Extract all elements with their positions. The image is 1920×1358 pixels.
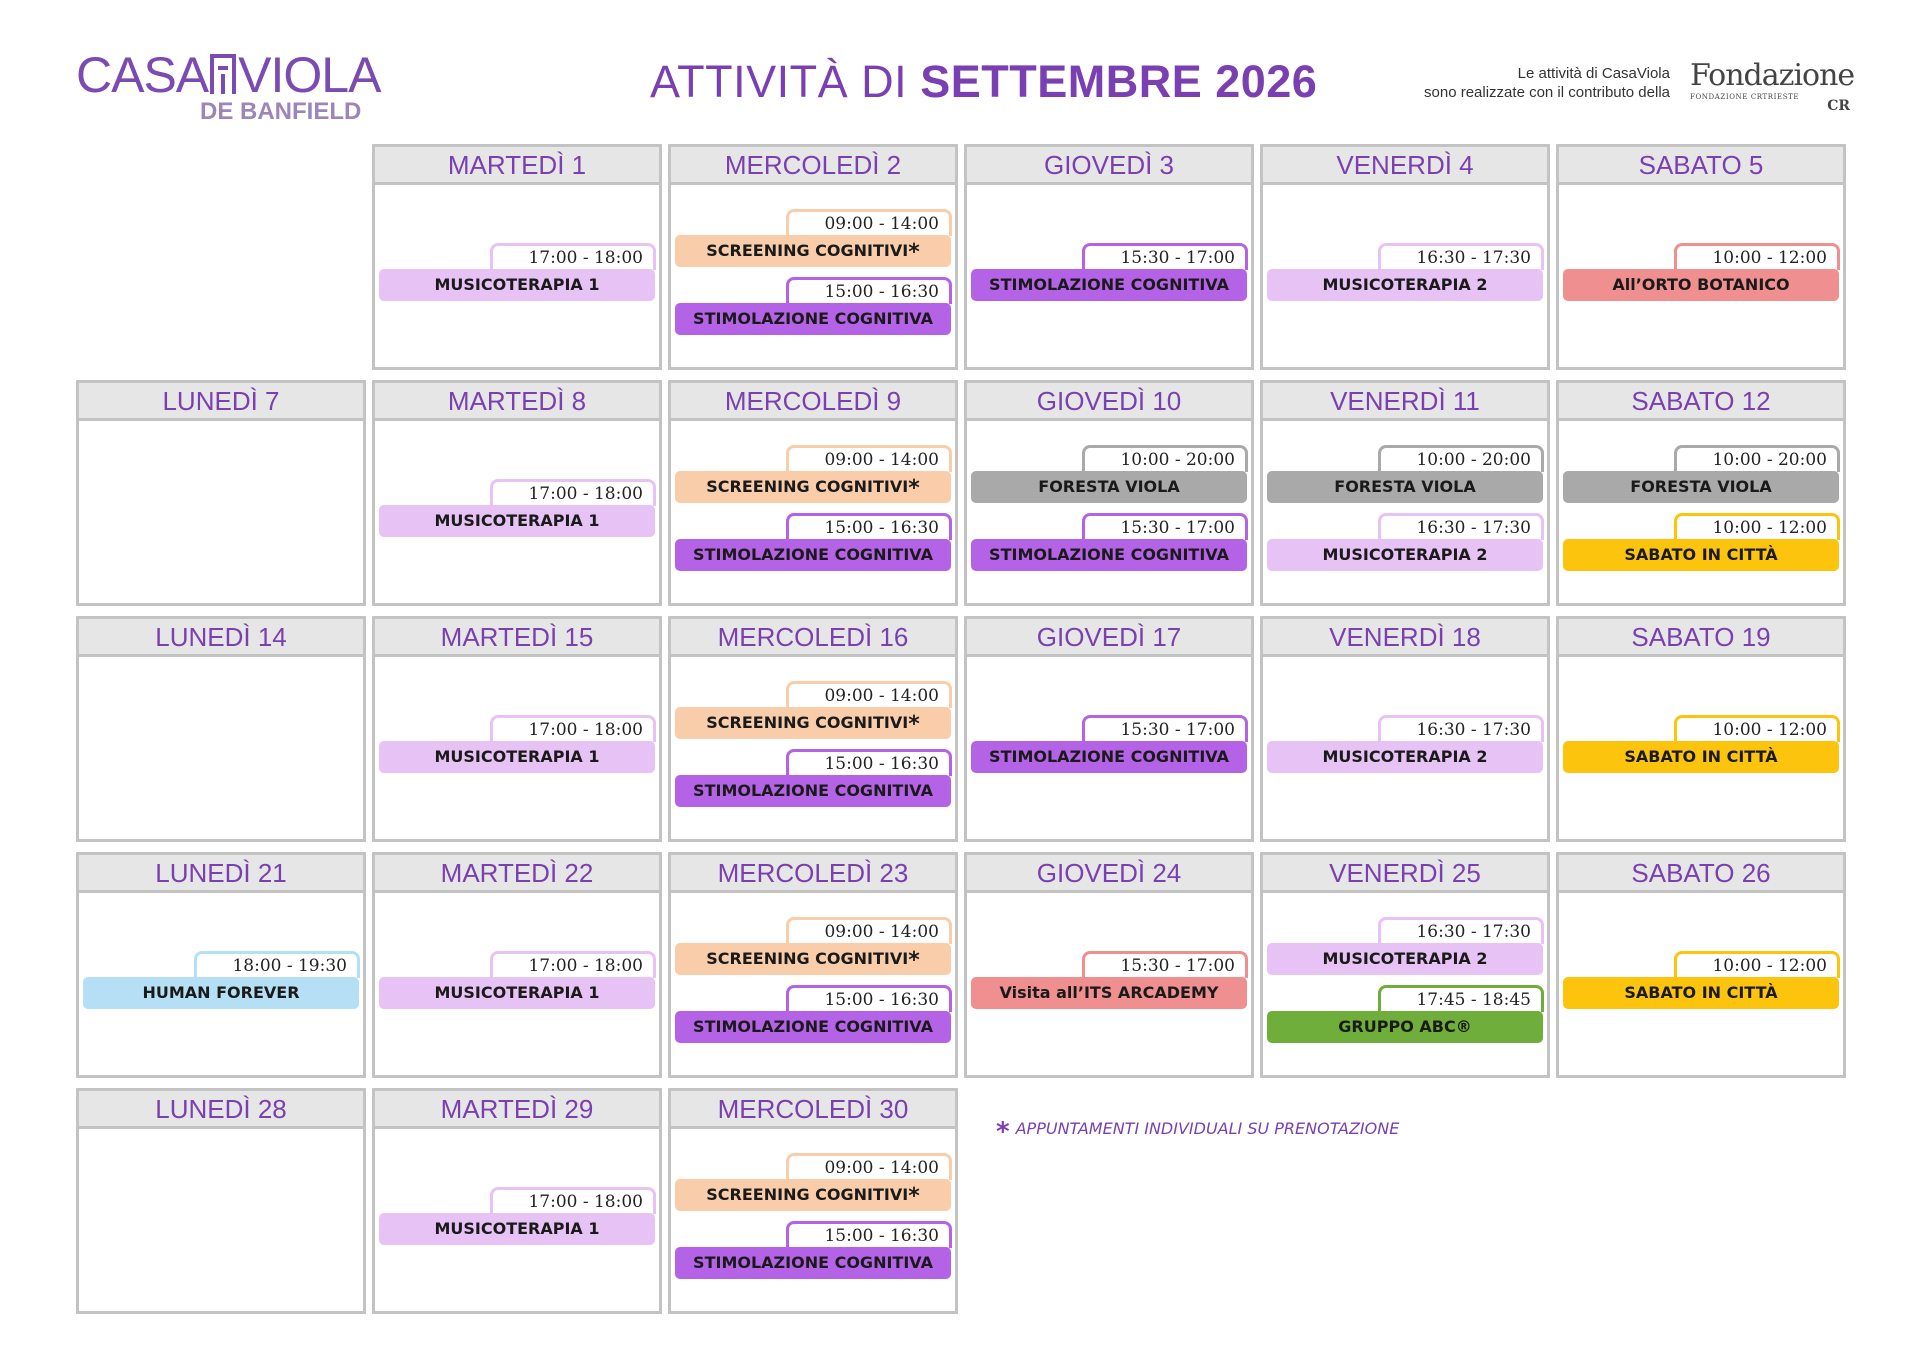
day-label: MERCOLEDÌ 30 — [671, 1091, 955, 1129]
event-time: 15:30 - 17:00 — [1082, 513, 1248, 540]
day-cell — [1556, 380, 1846, 606]
day-cell — [668, 852, 958, 1078]
casaviola-logo — [76, 47, 381, 125]
event-time: 15:00 - 16:30 — [786, 277, 952, 304]
event-its — [971, 977, 1247, 1009]
title-month: SETTEMBRE 2026 — [920, 56, 1318, 107]
sponsor-name: Fondazione — [1690, 58, 1855, 93]
event-time: 10:00 - 20:00 — [1082, 445, 1248, 472]
day-events — [375, 657, 659, 839]
event-time: 15:30 - 17:00 — [1082, 951, 1248, 978]
day-cell — [1260, 852, 1550, 1078]
event-name: MUSICOTERAPIA 2 — [1322, 949, 1488, 968]
day-label: VENERDÌ 11 — [1263, 383, 1547, 421]
day-label: SABATO 5 — [1559, 147, 1843, 185]
event-musicoterapia — [1267, 943, 1543, 975]
day-events — [967, 893, 1251, 1075]
booking-note-text: APPUNTAMENTI INDIVIDUALI SU PRENOTAZIONE — [1015, 1119, 1400, 1138]
credit-line-2: sono realizzate con il contributo della — [1424, 84, 1670, 101]
day-events — [967, 185, 1251, 367]
event-screening — [675, 471, 951, 503]
event-name: MUSICOTERAPIA 2 — [1322, 275, 1488, 294]
day-label: GIOVEDÌ 10 — [967, 383, 1251, 421]
event-name: FORESTA VIOLA — [1630, 477, 1772, 496]
event-name: SCREENING COGNITIVI — [706, 477, 909, 496]
day-cell — [668, 616, 958, 842]
day-label: LUNEDÌ 28 — [79, 1091, 363, 1129]
event-sabato-citta — [1563, 539, 1839, 571]
event-time: 16:30 - 17:30 — [1378, 917, 1544, 944]
event-time: 15:00 - 16:30 — [786, 985, 952, 1012]
event-musicoterapia — [1267, 269, 1543, 301]
event-name: STIMOLAZIONE COGNITIVA — [693, 309, 933, 328]
event-time: 17:00 - 18:00 — [490, 715, 656, 742]
event-name: STIMOLAZIONE COGNITIVA — [693, 545, 933, 564]
event-stimolazione — [675, 1247, 951, 1279]
event-screening — [675, 1179, 951, 1211]
day-events — [375, 421, 659, 603]
event-human-forever — [83, 977, 359, 1009]
day-events — [79, 421, 363, 603]
day-cell — [372, 380, 662, 606]
event-time: 10:00 - 20:00 — [1674, 445, 1840, 472]
event-name: SABATO IN CITTÀ — [1624, 983, 1778, 1002]
event-musicoterapia — [379, 269, 655, 301]
event-time: 10:00 - 12:00 — [1674, 513, 1840, 540]
event-orto — [1563, 269, 1839, 301]
day-events — [79, 893, 363, 1075]
event-name: MUSICOTERAPIA 1 — [434, 747, 600, 766]
booking-note — [996, 1117, 1399, 1147]
asterisk-icon: * — [908, 240, 920, 265]
day-cell — [964, 380, 1254, 606]
event-name: MUSICOTERAPIA 2 — [1322, 545, 1488, 564]
event-name: MUSICOTERAPIA 1 — [434, 275, 600, 294]
day-cell — [1260, 616, 1550, 842]
event-stimolazione — [675, 303, 951, 335]
day-events — [1263, 657, 1547, 839]
asterisk-icon: * — [908, 476, 920, 501]
day-cell — [1556, 616, 1846, 842]
event-time: 15:00 - 16:30 — [786, 749, 952, 776]
event-name: SCREENING COGNITIVI — [706, 713, 909, 732]
event-stimolazione — [971, 269, 1247, 301]
day-label: MARTEDÌ 8 — [375, 383, 659, 421]
event-time: 09:00 - 14:00 — [786, 209, 952, 236]
event-name: MUSICOTERAPIA 1 — [434, 511, 600, 530]
event-screening — [675, 235, 951, 267]
event-musicoterapia — [379, 1213, 655, 1245]
day-label: VENERDÌ 25 — [1263, 855, 1547, 893]
day-events — [967, 657, 1251, 839]
event-screening — [675, 707, 951, 739]
day-label: LUNEDÌ 14 — [79, 619, 363, 657]
event-time: 10:00 - 12:00 — [1674, 951, 1840, 978]
day-label: MARTEDÌ 15 — [375, 619, 659, 657]
event-gruppo-abc — [1267, 1011, 1543, 1043]
event-stimolazione — [971, 539, 1247, 571]
event-name: STIMOLAZIONE COGNITIVA — [693, 1017, 933, 1036]
credit-line-1: Le attività di CasaViola — [1517, 65, 1670, 82]
event-musicoterapia — [379, 977, 655, 1009]
event-name: SCREENING COGNITIVI — [706, 241, 909, 260]
day-label: MARTEDÌ 1 — [375, 147, 659, 185]
asterisk-icon: * — [908, 1184, 920, 1209]
logo-text-right: VIOLA — [238, 47, 381, 103]
day-events — [1559, 421, 1843, 603]
sponsor-mark: CR — [1827, 98, 1850, 114]
day-label: MERCOLEDÌ 9 — [671, 383, 955, 421]
day-label: MERCOLEDÌ 16 — [671, 619, 955, 657]
event-stimolazione — [675, 539, 951, 571]
day-label: MERCOLEDÌ 2 — [671, 147, 955, 185]
title-prefix: ATTIVITÀ DI — [650, 56, 921, 107]
event-sabato-citta — [1563, 741, 1839, 773]
asterisk-icon: * — [996, 1117, 1010, 1147]
event-time: 10:00 - 12:00 — [1674, 243, 1840, 270]
day-label: LUNEDÌ 7 — [79, 383, 363, 421]
day-cell — [76, 852, 366, 1078]
logo-text-left: CASA — [76, 47, 209, 103]
event-name: Visita all’ITS ARCADEMY — [999, 983, 1219, 1002]
day-label: VENERDÌ 4 — [1263, 147, 1547, 185]
house-icon — [210, 54, 236, 94]
event-foresta — [971, 471, 1247, 503]
day-events — [79, 1129, 363, 1311]
day-events — [967, 421, 1251, 603]
event-time: 09:00 - 14:00 — [786, 681, 952, 708]
event-time: 10:00 - 20:00 — [1378, 445, 1544, 472]
day-label: SABATO 19 — [1559, 619, 1843, 657]
day-cell — [668, 144, 958, 370]
event-name: SCREENING COGNITIVI — [706, 1185, 909, 1204]
asterisk-icon: * — [908, 948, 920, 973]
event-time: 18:00 - 19:30 — [194, 951, 360, 978]
event-stimolazione — [971, 741, 1247, 773]
sponsor-subtitle: FONDAZIONE CRTRIESTE — [1690, 93, 1800, 101]
event-name: HUMAN FOREVER — [142, 983, 300, 1002]
event-time: 15:00 - 16:30 — [786, 1221, 952, 1248]
day-label: SABATO 26 — [1559, 855, 1843, 893]
event-name: STIMOLAZIONE COGNITIVA — [989, 275, 1229, 294]
event-time: 17:00 - 18:00 — [490, 1187, 656, 1214]
event-stimolazione — [675, 775, 951, 807]
day-events — [375, 893, 659, 1075]
day-cell — [964, 144, 1254, 370]
day-cell — [1556, 144, 1846, 370]
event-name: SABATO IN CITTÀ — [1624, 545, 1778, 564]
event-foresta — [1267, 471, 1543, 503]
event-sabato-citta — [1563, 977, 1839, 1009]
day-events — [79, 657, 363, 839]
event-musicoterapia — [1267, 741, 1543, 773]
event-foresta — [1563, 471, 1839, 503]
day-events — [1559, 185, 1843, 367]
event-time: 16:30 - 17:30 — [1378, 243, 1544, 270]
day-events — [671, 185, 955, 367]
fondazione-logo — [1690, 58, 1855, 118]
day-cell — [76, 616, 366, 842]
event-name: MUSICOTERAPIA 2 — [1322, 747, 1488, 766]
event-stimolazione — [675, 1011, 951, 1043]
logo-subtitle: DE BANFIELD — [200, 98, 362, 125]
credit-text — [1424, 64, 1670, 102]
day-cell — [1260, 144, 1550, 370]
day-cell — [372, 1088, 662, 1314]
day-events — [671, 421, 955, 603]
day-label: GIOVEDÌ 17 — [967, 619, 1251, 657]
day-cell — [372, 616, 662, 842]
event-time: 16:30 - 17:30 — [1378, 715, 1544, 742]
event-musicoterapia — [379, 505, 655, 537]
event-time: 16:30 - 17:30 — [1378, 513, 1544, 540]
day-label: SABATO 12 — [1559, 383, 1843, 421]
day-cell — [964, 616, 1254, 842]
day-label: MARTEDÌ 22 — [375, 855, 659, 893]
event-name: GRUPPO ABC® — [1338, 1017, 1472, 1036]
day-cell — [372, 144, 662, 370]
day-events — [1263, 893, 1547, 1075]
event-name: STIMOLAZIONE COGNITIVA — [693, 781, 933, 800]
event-time: 09:00 - 14:00 — [786, 917, 952, 944]
event-name: SABATO IN CITTÀ — [1624, 747, 1778, 766]
day-events — [671, 657, 955, 839]
event-name: STIMOLAZIONE COGNITIVA — [693, 1253, 933, 1272]
event-time: 17:00 - 18:00 — [490, 951, 656, 978]
day-events — [1263, 421, 1547, 603]
event-name: STIMOLAZIONE COGNITIVA — [989, 545, 1229, 564]
event-name: All’ORTO BOTANICO — [1612, 275, 1790, 294]
day-cell — [76, 1088, 366, 1314]
event-time: 15:00 - 16:30 — [786, 513, 952, 540]
day-events — [671, 893, 955, 1075]
day-cell — [964, 852, 1254, 1078]
event-name: FORESTA VIOLA — [1038, 477, 1180, 496]
day-cell — [372, 852, 662, 1078]
event-time: 10:00 - 12:00 — [1674, 715, 1840, 742]
day-cell — [668, 1088, 958, 1314]
asterisk-icon: * — [908, 712, 920, 737]
event-time: 15:30 - 17:00 — [1082, 715, 1248, 742]
day-label: GIOVEDÌ 3 — [967, 147, 1251, 185]
event-screening — [675, 943, 951, 975]
day-cell — [1556, 852, 1846, 1078]
day-events — [1559, 893, 1843, 1075]
day-events — [375, 185, 659, 367]
day-label: GIOVEDÌ 24 — [967, 855, 1251, 893]
event-time: 09:00 - 14:00 — [786, 1153, 952, 1180]
event-musicoterapia — [1267, 539, 1543, 571]
day-cell — [668, 380, 958, 606]
event-name: SCREENING COGNITIVI — [706, 949, 909, 968]
event-name: MUSICOTERAPIA 1 — [434, 1219, 600, 1238]
event-time: 17:00 - 18:00 — [490, 479, 656, 506]
event-musicoterapia — [379, 741, 655, 773]
event-time: 09:00 - 14:00 — [786, 445, 952, 472]
event-time: 17:00 - 18:00 — [490, 243, 656, 270]
day-cell — [76, 380, 366, 606]
event-time: 15:30 - 17:00 — [1082, 243, 1248, 270]
event-name: STIMOLAZIONE COGNITIVA — [989, 747, 1229, 766]
day-label: LUNEDÌ 21 — [79, 855, 363, 893]
day-label: MARTEDÌ 29 — [375, 1091, 659, 1129]
day-label: VENERDÌ 18 — [1263, 619, 1547, 657]
event-name: FORESTA VIOLA — [1334, 477, 1476, 496]
day-events — [1559, 657, 1843, 839]
day-label: MERCOLEDÌ 23 — [671, 855, 955, 893]
day-events — [671, 1129, 955, 1311]
day-cell — [1260, 380, 1550, 606]
day-events — [1263, 185, 1547, 367]
page-title — [650, 56, 1317, 108]
event-time: 17:45 - 18:45 — [1378, 985, 1544, 1012]
day-events — [375, 1129, 659, 1311]
event-name: MUSICOTERAPIA 1 — [434, 983, 600, 1002]
